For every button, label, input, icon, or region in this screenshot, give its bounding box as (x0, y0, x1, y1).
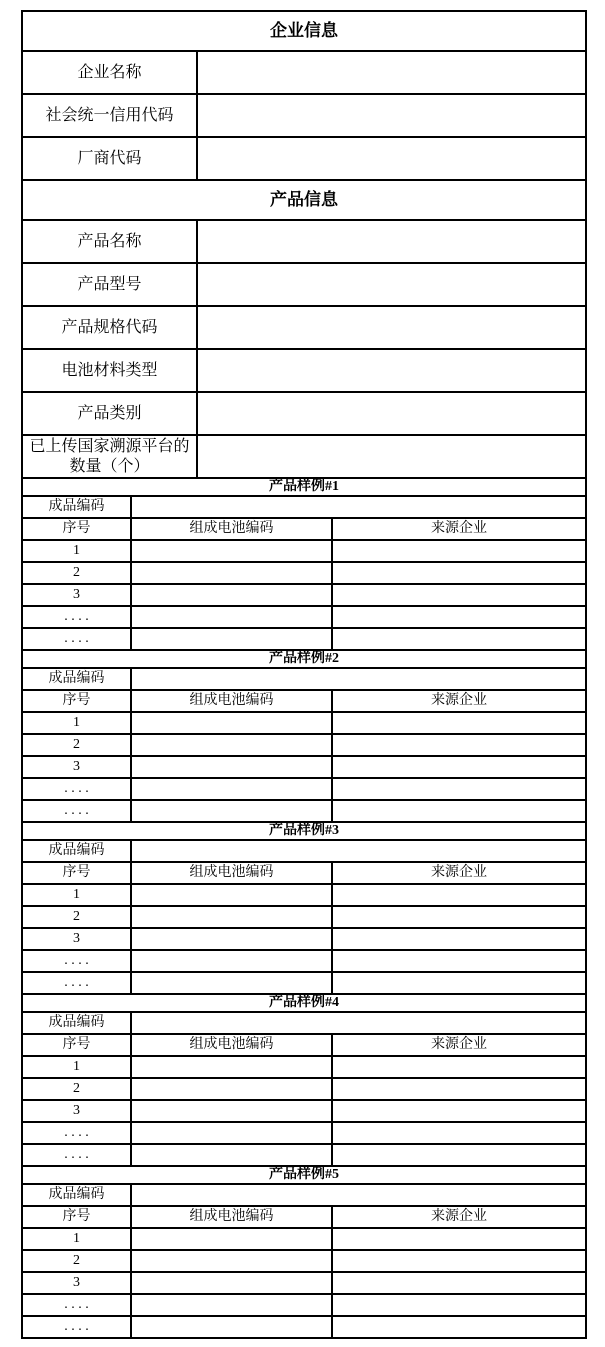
source-enterprise-cell[interactable] (332, 628, 586, 650)
battery-code-cell[interactable] (131, 972, 332, 994)
field-label-credit-code: 社会统一信用代码 (22, 94, 197, 137)
field-value-battery-material-type[interactable] (197, 349, 586, 392)
finished-code-label: 成品编码 (22, 840, 131, 862)
battery-code-cell[interactable] (131, 1250, 332, 1272)
row-no-cell: . . . . (22, 1144, 131, 1166)
table-row (22, 1122, 586, 1144)
battery-code-cell[interactable] (131, 1078, 332, 1100)
col-header-battery-code: 组成电池编码 (131, 518, 332, 540)
table-row (22, 1228, 586, 1250)
col-header-source-enterprise: 来源企业 (332, 518, 586, 540)
field-label-uploaded-count: 已上传国家溯源平台的数量（个） (22, 435, 197, 478)
battery-code-cell[interactable] (131, 1294, 332, 1316)
source-enterprise-cell[interactable] (332, 1294, 586, 1316)
finished-code-label: 成品编码 (22, 496, 131, 518)
table-row (22, 650, 586, 668)
battery-code-cell[interactable] (131, 928, 332, 950)
table-row (22, 562, 586, 584)
row-no-cell: 1 (22, 1228, 131, 1250)
sample-section-title: 产品样例#5 (22, 1166, 586, 1184)
col-header-serial-no: 序号 (22, 1034, 131, 1056)
sample-section-title: 产品样例#4 (22, 994, 586, 1012)
battery-code-cell[interactable] (131, 562, 332, 584)
battery-code-cell[interactable] (131, 800, 332, 822)
finished-code-label: 成品编码 (22, 668, 131, 690)
battery-code-cell[interactable] (131, 756, 332, 778)
source-enterprise-cell[interactable] (332, 972, 586, 994)
col-header-serial-no: 序号 (22, 862, 131, 884)
sample-table (22, 1166, 586, 1338)
battery-code-cell[interactable] (131, 1100, 332, 1122)
field-label-product-name: 产品名称 (22, 220, 197, 263)
field-label-enterprise-name: 企业名称 (22, 51, 197, 94)
table-row (22, 392, 586, 435)
row-no-cell: 3 (22, 584, 131, 606)
sample-table (22, 994, 586, 1166)
field-label-manufacturer-code: 厂商代码 (22, 137, 197, 180)
row-no-cell: 1 (22, 712, 131, 734)
table-row (22, 822, 586, 840)
row-no-cell: 1 (22, 1056, 131, 1078)
table-row (22, 606, 586, 628)
source-enterprise-cell[interactable] (332, 1228, 586, 1250)
section-header-product: 产品信息 (22, 180, 586, 220)
table-row (22, 690, 586, 712)
table-row (22, 1294, 586, 1316)
table-row (22, 349, 586, 392)
field-value-uploaded-count[interactable] (197, 435, 586, 478)
col-header-serial-no: 序号 (22, 690, 131, 712)
battery-code-cell[interactable] (131, 1316, 332, 1338)
source-enterprise-cell[interactable] (332, 540, 586, 562)
table-row (22, 1250, 586, 1272)
table-row (22, 840, 586, 862)
battery-code-cell[interactable] (131, 1122, 332, 1144)
battery-code-cell[interactable] (131, 628, 332, 650)
source-enterprise-cell[interactable] (332, 712, 586, 734)
col-header-battery-code: 组成电池编码 (131, 1206, 332, 1228)
battery-code-cell[interactable] (131, 540, 332, 562)
table-row (22, 756, 586, 778)
battery-code-cell[interactable] (131, 778, 332, 800)
source-enterprise-cell[interactable] (332, 1144, 586, 1166)
field-label-product-category: 产品类别 (22, 392, 197, 435)
source-enterprise-cell[interactable] (332, 778, 586, 800)
table-row (22, 180, 586, 220)
source-enterprise-cell[interactable] (332, 1056, 586, 1078)
sample-table (22, 822, 586, 994)
table-row (22, 1272, 586, 1294)
table-row (22, 1100, 586, 1122)
table-row (22, 950, 586, 972)
row-no-cell: 3 (22, 928, 131, 950)
source-enterprise-cell[interactable] (332, 1272, 586, 1294)
col-header-source-enterprise: 来源企业 (332, 1206, 586, 1228)
row-no-cell: . . . . (22, 1122, 131, 1144)
col-header-battery-code: 组成电池编码 (131, 690, 332, 712)
finished-code-value[interactable] (131, 668, 586, 690)
battery-code-cell[interactable] (131, 734, 332, 756)
table-row (22, 628, 586, 650)
row-no-cell: . . . . (22, 1294, 131, 1316)
finished-code-value[interactable] (131, 1012, 586, 1034)
row-no-cell: 3 (22, 756, 131, 778)
section-header-enterprise: 企业信息 (22, 11, 586, 51)
col-header-source-enterprise: 来源企业 (332, 690, 586, 712)
row-no-cell: 1 (22, 884, 131, 906)
source-enterprise-cell[interactable] (332, 1100, 586, 1122)
table-row (22, 51, 586, 94)
source-enterprise-cell[interactable] (332, 734, 586, 756)
table-row (22, 906, 586, 928)
table-row (22, 496, 586, 518)
row-no-cell: . . . . (22, 800, 131, 822)
row-no-cell: 3 (22, 1100, 131, 1122)
source-enterprise-cell[interactable] (332, 928, 586, 950)
battery-code-cell[interactable] (131, 906, 332, 928)
field-value-enterprise-name[interactable] (197, 51, 586, 94)
row-no-cell: 2 (22, 1078, 131, 1100)
table-row (22, 1166, 586, 1184)
row-no-cell: . . . . (22, 1316, 131, 1338)
table-row (22, 1034, 586, 1056)
battery-code-cell[interactable] (131, 712, 332, 734)
table-row (22, 263, 586, 306)
source-enterprise-cell[interactable] (332, 756, 586, 778)
table-row (22, 540, 586, 562)
source-enterprise-cell[interactable] (332, 800, 586, 822)
table-row (22, 862, 586, 884)
col-header-serial-no: 序号 (22, 1206, 131, 1228)
finished-code-label: 成品编码 (22, 1012, 131, 1034)
battery-code-cell[interactable] (131, 606, 332, 628)
battery-code-cell[interactable] (131, 884, 332, 906)
source-enterprise-cell[interactable] (332, 950, 586, 972)
source-enterprise-cell[interactable] (332, 1316, 586, 1338)
table-row (22, 584, 586, 606)
table-row (22, 994, 586, 1012)
table-row (22, 1012, 586, 1034)
table-row (22, 478, 586, 496)
row-no-cell: . . . . (22, 606, 131, 628)
table-row (22, 1056, 586, 1078)
source-enterprise-cell[interactable] (332, 906, 586, 928)
table-row (22, 1078, 586, 1100)
table-row (22, 1184, 586, 1206)
finished-code-value[interactable] (131, 840, 586, 862)
table-row (22, 734, 586, 756)
col-header-source-enterprise: 来源企业 (332, 862, 586, 884)
battery-code-cell[interactable] (131, 1056, 332, 1078)
table-row (22, 712, 586, 734)
table-row (22, 668, 586, 690)
form-document (21, 10, 587, 1339)
row-no-cell: . . . . (22, 950, 131, 972)
field-value-product-category[interactable] (197, 392, 586, 435)
table-row (22, 1316, 586, 1338)
info-table (22, 11, 586, 478)
sample-table (22, 478, 586, 650)
sample-table (22, 650, 586, 822)
row-no-cell: 1 (22, 540, 131, 562)
field-value-product-name[interactable] (197, 220, 586, 263)
sample-section-title: 产品样例#1 (22, 478, 586, 496)
field-label-battery-material-type: 电池材料类型 (22, 349, 197, 392)
battery-code-cell[interactable] (131, 1144, 332, 1166)
battery-code-cell[interactable] (131, 584, 332, 606)
sample-sections (22, 478, 586, 1338)
sample-section-title: 产品样例#2 (22, 650, 586, 668)
field-label-product-model: 产品型号 (22, 263, 197, 306)
source-enterprise-cell[interactable] (332, 562, 586, 584)
field-value-product-model[interactable] (197, 263, 586, 306)
table-row (22, 306, 586, 349)
table-row (22, 137, 586, 180)
battery-code-cell[interactable] (131, 1228, 332, 1250)
table-row (22, 778, 586, 800)
table-row (22, 972, 586, 994)
field-value-product-spec-code[interactable] (197, 306, 586, 349)
row-no-cell: 2 (22, 1250, 131, 1272)
table-row (22, 518, 586, 540)
table-row (22, 884, 586, 906)
source-enterprise-cell[interactable] (332, 606, 586, 628)
battery-code-cell[interactable] (131, 950, 332, 972)
col-header-battery-code: 组成电池编码 (131, 1034, 332, 1056)
row-no-cell: 2 (22, 562, 131, 584)
table-row (22, 435, 586, 478)
source-enterprise-cell[interactable] (332, 1250, 586, 1272)
source-enterprise-cell[interactable] (332, 1078, 586, 1100)
col-header-serial-no: 序号 (22, 518, 131, 540)
finished-code-value[interactable] (131, 496, 586, 518)
row-no-cell: 2 (22, 734, 131, 756)
col-header-battery-code: 组成电池编码 (131, 862, 332, 884)
source-enterprise-cell[interactable] (332, 584, 586, 606)
field-value-manufacturer-code[interactable] (197, 137, 586, 180)
row-no-cell: . . . . (22, 972, 131, 994)
row-no-cell: 3 (22, 1272, 131, 1294)
battery-code-cell[interactable] (131, 1272, 332, 1294)
table-row (22, 928, 586, 950)
row-no-cell: . . . . (22, 628, 131, 650)
table-row (22, 800, 586, 822)
table-row (22, 11, 586, 51)
col-header-source-enterprise: 来源企业 (332, 1034, 586, 1056)
table-row (22, 1206, 586, 1228)
finished-code-value[interactable] (131, 1184, 586, 1206)
sample-section-title: 产品样例#3 (22, 822, 586, 840)
finished-code-label: 成品编码 (22, 1184, 131, 1206)
source-enterprise-cell[interactable] (332, 884, 586, 906)
table-row (22, 220, 586, 263)
field-label-product-spec-code: 产品规格代码 (22, 306, 197, 349)
table-row (22, 94, 586, 137)
table-row (22, 1144, 586, 1166)
source-enterprise-cell[interactable] (332, 1122, 586, 1144)
row-no-cell: . . . . (22, 778, 131, 800)
row-no-cell: 2 (22, 906, 131, 928)
field-value-credit-code[interactable] (197, 94, 586, 137)
